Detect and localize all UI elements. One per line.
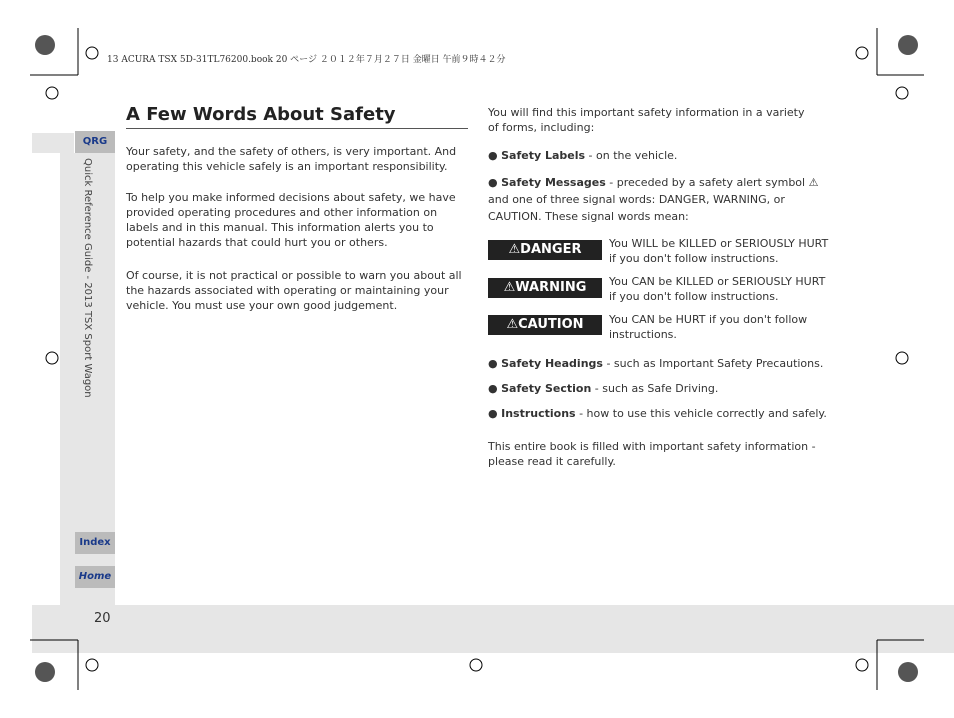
bullet-5: ● Instructions - how to use this vehicle correctly and safely. (488, 407, 827, 420)
para-2: To help you make informed decisions about safety, we have provided operating procedures and other information on labels and in this manual. This information alerts you to potential hazards that could hurt you or others. (126, 191, 456, 249)
bullet-1: ● Safety Labels - on the vehicle. (488, 149, 678, 162)
caution-label: ⚠CAUTION (488, 315, 602, 335)
closing: This entire book is filled with important safety information - please read it carefully. (488, 440, 816, 468)
print-header: 13 ACURA TSX 5D-31TL76200.book 20 ページ ２０１２年７月２７日 金曜日 午前９時４２分 (107, 55, 506, 65)
bullet-4: ● Safety Section - such as Safe Driving. (488, 382, 719, 395)
para-3: Of course, it is not practical or possible to warn you about all the hazards associated with operating or maintaining your vehicle. You must use your own good judgement. (126, 269, 462, 312)
home-tab[interactable]: Home (75, 566, 115, 588)
intro: You will find this important safety information in a variety of forms, including: (488, 106, 805, 134)
para-1: Your safety, and the safety of others, is very important. And operating this vehicle safely is an important responsibility. (126, 145, 457, 173)
caution-text: You CAN be HURT if you don't follow instructions. (609, 313, 808, 341)
page-number: 20 (94, 611, 111, 626)
index-tab[interactable]: Index (75, 532, 115, 554)
danger-label: ⚠DANGER (488, 240, 602, 260)
warning-label: ⚠WARNING (488, 278, 602, 298)
bullet-3: ● Safety Headings - such as Important Safety Precautions. (488, 357, 824, 370)
guide-title: Quick Reference Guide - 2013 TSX Sport Wagon (82, 158, 93, 398)
qrg-tab[interactable]: QRG (75, 131, 115, 153)
page-title: A Few Words About Safety (126, 104, 468, 129)
bullet-2: ● Safety Messages - preceded by a safety alert symbol ⚠ and one of three signal words: DANGER, WARNING, or CAUTION. These signal words mean: (488, 176, 819, 223)
danger-text: You WILL be KILLED or SERIOUSLY HURT if you don't follow instructions. (609, 237, 829, 265)
warning-text: You CAN be KILLED or SERIOUSLY HURT if you don't follow instructions. (609, 275, 826, 303)
